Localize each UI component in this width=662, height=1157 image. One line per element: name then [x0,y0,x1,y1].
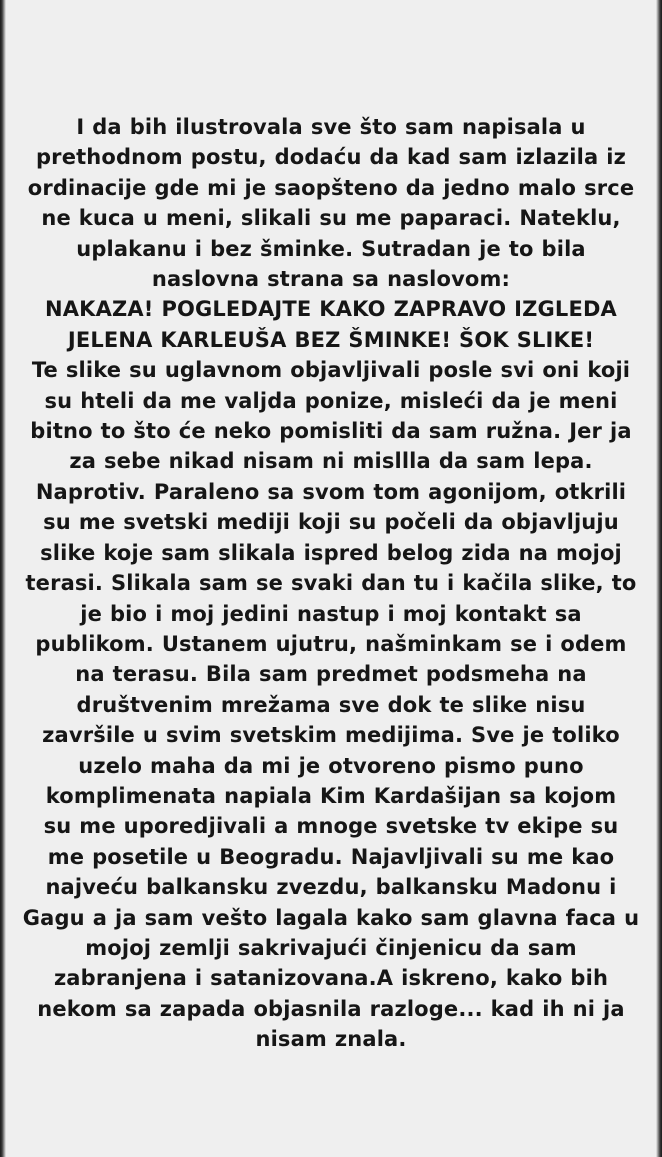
story-line-27: Gagu a ja sam vešto lagala kako sam glavna faca u [22,905,640,930]
story-line-29: zabranjena i satanizovana.A iskreno, kako bih [53,966,609,991]
story-line-22: uzelo maha da mi je otvoreno pismo puno [78,753,584,778]
story-line-12: za sebe nikad nisam ni misllla da sam lepa. [69,449,593,474]
story-line-4: ne kuca u meni, slikali su me paparaci. Nateklu, [41,206,621,231]
story-line-10: su hteli da me valjda ponize, misleći da je meni [44,388,618,413]
story-line-25: me posetile u Beogradu. Najavljivali su me kao [47,844,615,869]
story-line-11: bitno to što će neko pomisliti da sam ružna. Jer ja [30,419,632,444]
story-line-3: ordinacije gde mi je saopšteno da jedno malo srce [27,175,635,200]
story-line-1: I da bih ilustrovala sve što sam napisala u [76,115,586,139]
story-line-19: na terasu. Bila sam predmet podsmeha na [75,662,587,687]
story-line-28: mojoj zemlji sakrivajući činjenicu da sam [85,935,577,960]
story-line-17: je bio i moj jedini nastup i moj kontakt sa [80,601,582,626]
story-line-26: najveću balkansku zvezdu, balkansku Madonu i [45,875,617,900]
story-line-21: završile u svim svetskim medijima. Sve je toliko [42,723,620,748]
story-line-5: uplakanu i bez šminke. Sutradan je to bila [76,236,586,261]
story-line-13: Naprotiv. Paraleno sa svom tom agonijom, otkrili [35,479,627,504]
story-line-18: publikom. Ustanem ujutru, našminkam se i odem [35,631,627,656]
story-line-24: su me uporedjivali a mnoge svetske tv ekipe su [43,814,619,839]
story-line-14: su me svetski mediji koji su počeli da objavljuju [43,510,619,535]
story-text-block [14,112,648,1055]
story-line-2: prethodnom postu, dodaću da kad sam izlazila iz [36,145,626,170]
story-headline-line-2: JELENA KARLEUŠA BEZ ŠMINKE! ŠOK SLIKE! [67,327,595,352]
story-headline-line-1: NAKAZA! POGLEDAJTE KAKO ZAPRAVO IZGLEDA [45,297,617,322]
story-line-6: naslovna strana sa naslovom: [151,267,511,292]
story-line-16: terasi. Slikala sam se svaki dan tu i kačila slike, to [25,571,637,596]
story-line-9: Te slike su uglavnom objavljivali posle svi oni koji [31,358,631,383]
right-edge-shadow [656,0,662,1157]
story-line-23: komplimenata napiala Kim Kardašijan sa kojom [45,783,617,808]
story-line-20: društvenim mrežama sve dok te slike nisu [76,692,586,717]
story-line-31: nisam znala. [255,1027,407,1052]
story-line-15: slike koje sam slikala ispred belog zida na mojoj [40,540,622,565]
story-line-30: nekom sa zapada objasnila razloge... kad ih ni ja [37,996,625,1021]
left-edge-shadow [0,0,6,1157]
